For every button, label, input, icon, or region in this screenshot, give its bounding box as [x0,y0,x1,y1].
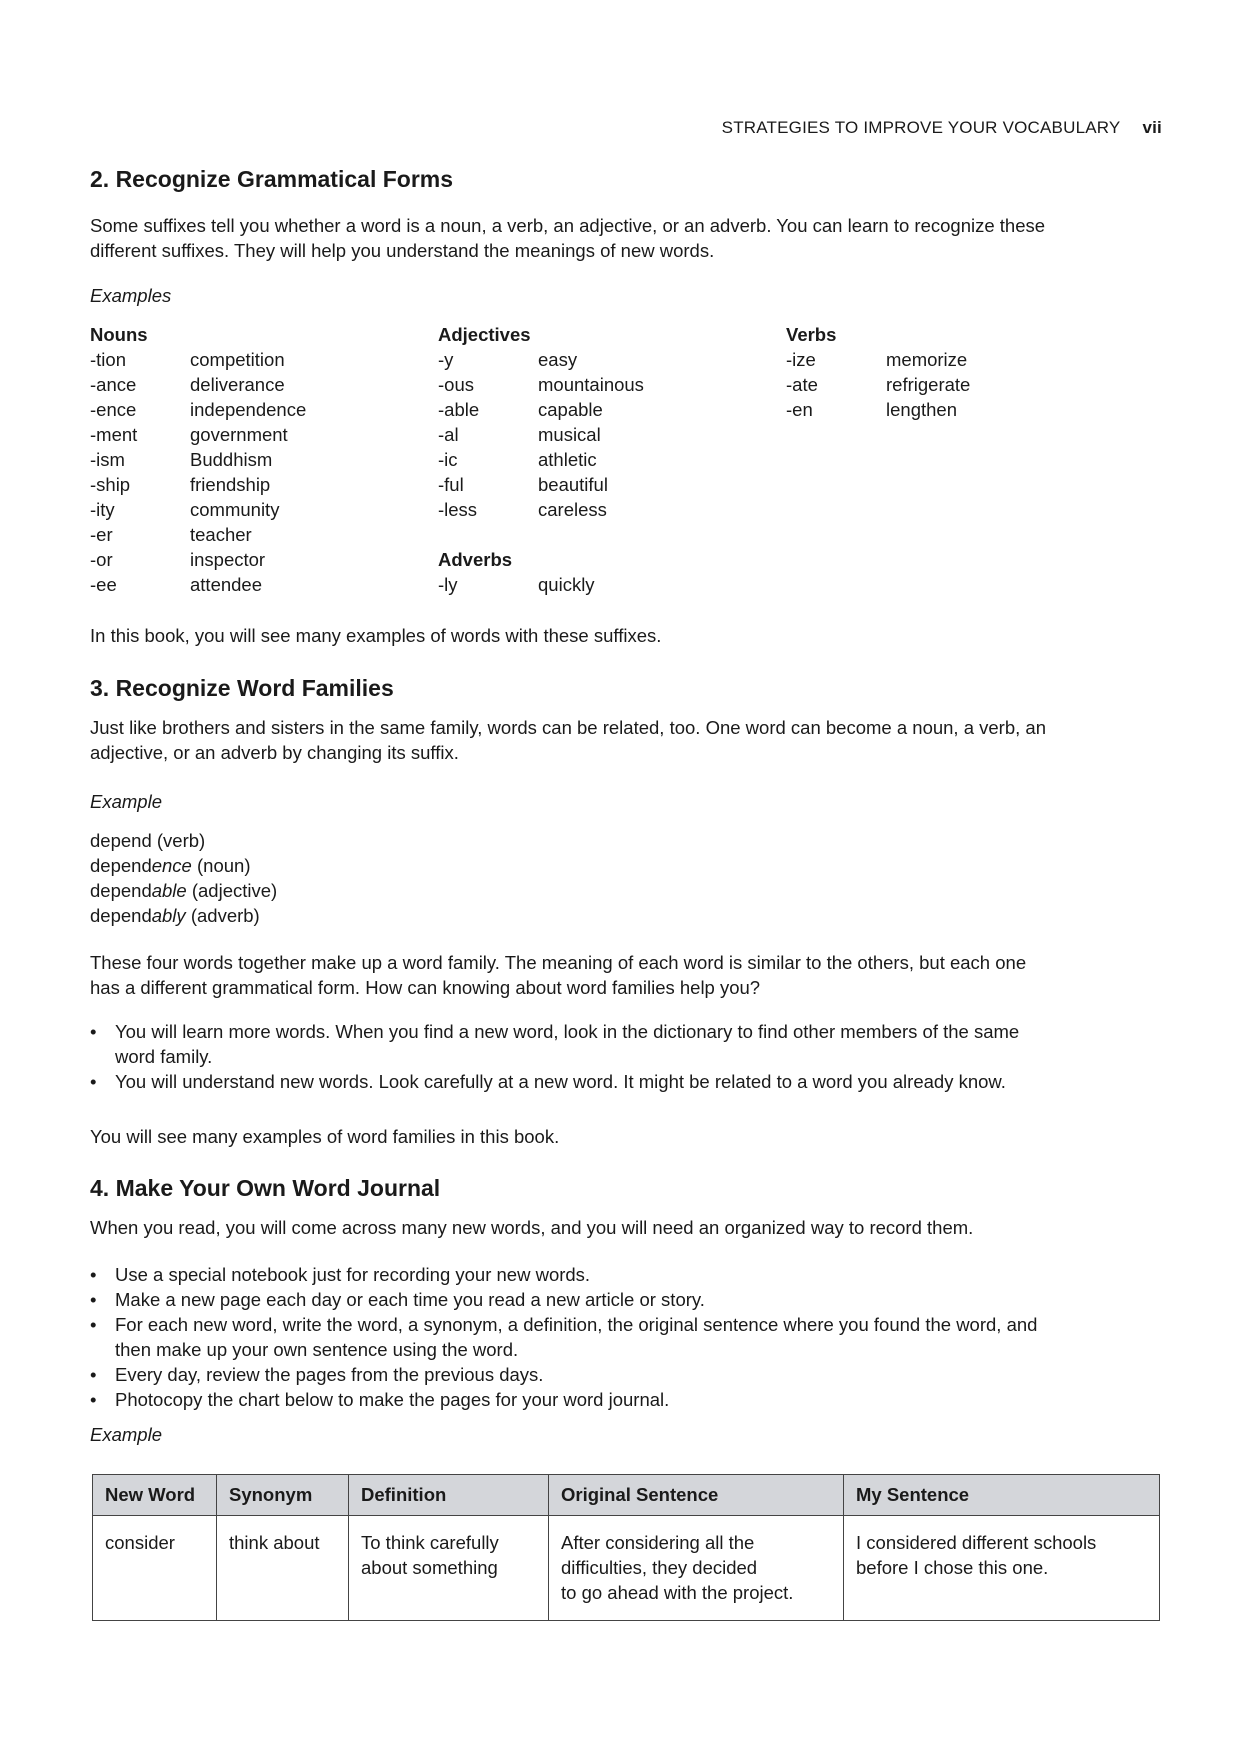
noun-suffix: -ee [90,574,117,595]
adverb-word: quickly [538,574,595,595]
noun-row [90,572,390,597]
bullet-text: Make a new page each day or each time you read a new article or story. [115,1289,705,1310]
definition-line: To think carefully [361,1532,499,1553]
running-head-title: STRATEGIES TO IMPROVE YOUR VOCABULARY [721,118,1121,137]
noun-suffix: -ment [90,424,138,445]
section-3-intro [90,715,1162,765]
noun-word: Buddhism [190,449,273,470]
adjective-row [438,422,738,447]
word-suffix: able [151,880,187,901]
cell-new-word: consider [93,1516,217,1621]
noun-word: inspector [190,549,266,570]
section-3-para-line-2: has a different grammatical form. How can knowing about word families help you? [90,977,761,998]
adjective-word: capable [538,399,603,420]
adjectives-column [438,322,738,597]
section-3-closing: You will see many examples of word families in this book. [90,1126,560,1147]
bullet-text: Photocopy the chart below to make the pages for your word journal. [115,1389,670,1410]
noun-row [90,447,390,472]
noun-word: friendship [190,474,271,495]
noun-word: community [190,499,280,520]
definition-line: about something [361,1557,498,1578]
adjective-word: beautiful [538,474,608,495]
noun-word: independence [190,399,307,420]
section-3-intro-line-1: Just like brothers and sisters in the same family, words can be related, too. One word can become a noun, a verb, an [90,717,1046,738]
page-number: vii [1142,118,1162,137]
bullet-item [90,1312,1162,1362]
noun-row [90,547,390,572]
verb-word: memorize [886,349,968,370]
noun-word: attendee [190,574,263,595]
section-3-intro-line-2: adjective, or an adverb by changing its suffix. [90,742,459,763]
bullet-item [90,1387,1162,1412]
verbs-header: Verbs [786,324,837,345]
word-pos: (noun) [191,855,251,876]
verb-row [786,372,1086,397]
section-3-para-line-1: These four words together make up a word family. The meaning of each word is similar to the others, but each one [90,952,1027,973]
bullet-text: Use a special notebook just for recording your new words. [115,1264,591,1285]
noun-suffix: -tion [90,349,126,370]
table-row [93,1516,1160,1621]
section-3-bullets [90,1019,1162,1094]
spacer [438,522,738,547]
adjective-row [438,472,738,497]
section-4-intro: When you read, you will come across many new words, and you will need an organized way to record them. [90,1217,974,1238]
examples-label: Examples [90,285,172,306]
noun-word: deliverance [190,374,285,395]
cell-original-sentence [549,1516,844,1621]
adjective-suffix: -able [438,399,480,420]
cell-synonym: think about [217,1516,349,1621]
noun-suffix: -or [90,549,113,570]
adjective-row [438,347,738,372]
original-line: After considering all the [561,1532,755,1553]
verb-row [786,397,1086,422]
nouns-header: Nouns [90,324,148,345]
adjective-suffix: -less [438,499,478,520]
adverbs-header: Adverbs [438,549,513,570]
bullet-item [90,1262,1162,1287]
word-stem: depend [90,880,152,901]
noun-word: teacher [190,524,252,545]
adverb-suffix: -ly [438,574,458,595]
word-family-item [90,828,1162,853]
header-my-sentence: My Sentence [844,1475,1160,1516]
bullet-text: You will understand new words. Look carefully at a new word. It might be related to a word you already know. [115,1071,1006,1092]
adjective-row [438,497,738,522]
verb-suffix: -en [786,399,813,420]
word-stem: depend [90,855,152,876]
noun-row [90,372,390,397]
adjective-word: careless [538,499,607,520]
section-4-heading: 4. Make Your Own Word Journal [90,1175,441,1201]
word-journal-table [92,1474,1160,1621]
noun-word: government [190,424,288,445]
word-stem: depend [90,905,152,926]
word-pos: (adverb) [185,905,260,926]
verb-suffix: -ize [786,349,816,370]
table-header-row [93,1475,1160,1516]
cell-definition [349,1516,549,1621]
section-2-intro-line-2: different suffixes. They will help you understand the meanings of new words. [90,240,715,261]
adjective-row [438,397,738,422]
word-family-item [90,878,1162,903]
bullet-text: Every day, review the pages from the previous days. [115,1364,544,1385]
noun-suffix: -er [90,524,113,545]
bullet-text: For each new word, write the word, a synonym, a definition, the original sentence where you found the word, and [115,1314,1038,1335]
example-label: Example [90,791,162,812]
noun-suffix: -ence [90,399,137,420]
word-pos: (adjective) [186,880,278,901]
adjective-word: athletic [538,449,597,470]
noun-row [90,422,390,447]
section-3-heading: 3. Recognize Word Families [90,675,394,701]
noun-row [90,397,390,422]
original-line: to go ahead with the project. [561,1582,794,1603]
running-head [722,118,1162,138]
bullet-item [90,1019,1162,1069]
word-family-list [90,828,1162,928]
word-suffix: ence [151,855,192,876]
word-suffix: ably [151,905,186,926]
cell-my-sentence [844,1516,1160,1621]
adjective-suffix: -ic [438,449,458,470]
bullet-text-cont: then make up your own sentence using the word. [115,1339,519,1360]
verb-word: refrigerate [886,374,971,395]
my-sentence-line: before I chose this one. [856,1557,1049,1578]
noun-row [90,522,390,547]
section-2-closing: In this book, you will see many examples of words with these suffixes. [90,625,662,646]
adjective-word: mountainous [538,374,644,395]
word-stem: depend [90,830,152,851]
adjective-suffix: -ous [438,374,474,395]
section-4-bullets [90,1262,1162,1412]
noun-suffix: -ance [90,374,137,395]
bullet-text: You will learn more words. When you find a new word, look in the dictionary to find other members of the same [115,1021,1020,1042]
header-definition: Definition [349,1475,549,1516]
header-synonym: Synonym [217,1475,349,1516]
noun-row [90,497,390,522]
noun-suffix: -ship [90,474,131,495]
bullet-item [90,1362,1162,1387]
bullet-item [90,1287,1162,1312]
verb-row [786,347,1086,372]
nouns-column [90,322,390,597]
noun-row [90,472,390,497]
adjectives-header: Adjectives [438,324,531,345]
verb-word: lengthen [886,399,957,420]
verbs-column [786,322,1086,422]
verb-suffix: -ate [786,374,818,395]
my-sentence-line: I considered different schools [856,1532,1097,1553]
adjective-row [438,372,738,397]
original-line: difficulties, they decided [561,1557,758,1578]
bullet-item [90,1069,1162,1094]
section-2-heading: 2. Recognize Grammatical Forms [90,166,454,192]
adjective-suffix: -ful [438,474,464,495]
adjective-row [438,447,738,472]
header-original-sentence: Original Sentence [549,1475,844,1516]
word-family-item [90,903,1162,928]
noun-suffix: -ity [90,499,115,520]
section-2-intro [90,213,1162,263]
example-label: Example [90,1424,162,1445]
adverb-row [438,572,738,597]
noun-row [90,347,390,372]
adjective-word: easy [538,349,578,370]
adjective-suffix: -al [438,424,459,445]
word-pos: (verb) [151,830,206,851]
adjective-suffix: -y [438,349,454,370]
word-family-item [90,853,1162,878]
section-3-paragraph [90,950,1162,1000]
section-2-intro-line-1: Some suffixes tell you whether a word is a noun, a verb, an adjective, or an adverb. You can learn to recognize these [90,215,1046,236]
adjective-word: musical [538,424,601,445]
header-new-word: New Word [93,1475,217,1516]
bullet-text-cont: word family. [115,1046,213,1067]
noun-suffix: -ism [90,449,125,470]
noun-word: competition [190,349,285,370]
